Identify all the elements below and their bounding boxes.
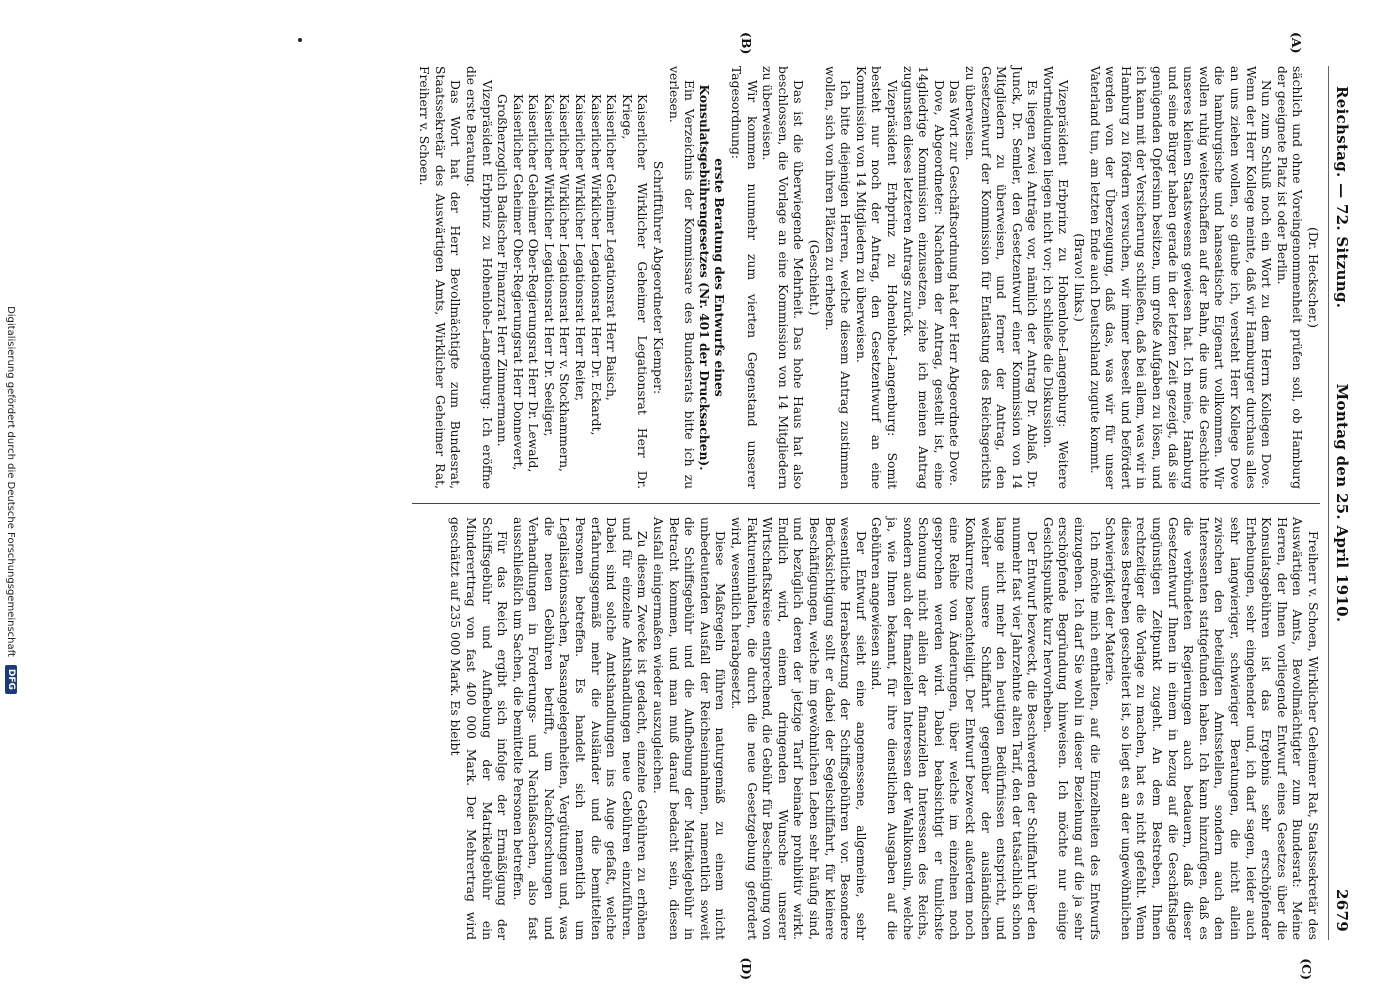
left-column [416,66,1320,489]
page-title-left: Reichstag. — 72. Sitzung. [1333,86,1351,309]
paragraph: Der Entwurf sieht eine angemessene, allgemeine, sehr wesentliche Herabsetzung der Schiffsgebühren vor. Besondere Berücksichtigung sollt er dabei der Segelschiffahrt, für kleinere Beschäftigungen, welche im gewöhnlichen Leben sehr häufig sind, und bezüglich deren der jetzige Tarif beinahe prohibitiv wirkt. Endlich wird, einem dringenden Wunsche unserer Wirtschaftskreise entsprechend, die Gebühr für Bescheinigung von Faktureninhalten, die durch die neue Gesetzgebung gefordert wird, wesentlich herabgesetzt. [729,517,868,940]
agenda-item: erste Beratung des Entwurfs eines Konsulatsgebührengesetzes (Nr. 401 der Drucksachen). [696,84,728,471]
paragraph: Ich bitte diejenigen Herren, welche diesem Antrag zustimmen wollen, sich von ihren Plätzen zu erheben. [822,66,853,489]
page-number: 2679 [1333,889,1351,932]
commissioner-entry: Kaiserlicher Wirklicher Legationsrat Herr v. Stockhammern, [557,94,572,472]
paragraph: Es liegen zwei Anträge vor, nämlich der Antrag Dr. Ablaß, Dr. Junck, Dr. Semler, den Gesetzentwurf einer Kommission von 14 Mitgliedern zu überweisen, und ferner der Antrag, den Gesetzentwurf der Kommission für Entlastung des Reichsgerichts zu überweisen. [962,66,1040,489]
paragraph: Freiherr v. Schoen, Wirklicher Geheimer Rat, Staatssekretär des Auswärtigen Amts, Bevollmächtigter zum Bundesrat: Meine Herren, der Ihnen vorliegende Entwurf eines Gesetzes über die Konsulatsgebühren ist das Ergebnis sehr erschöpfender Erhebungen, sehr eingehender und, ich darf sagen, leider auch sehr langwieriger, schwieriger Beratungen, die nicht allein zwischen den beteiligten Amtsstellen, sondern auch den Interessenten stattgefunden haben. Ich kann hinzufügen, daß es die verbündeten Regierungen auch bedauern, daß dieser Gesetzentwurf Ihnen in einem in bezug auf die Geschäftslage ungünstigen Zeitpunkt zugeht. An dem Bestreben, Ihnen rechtzeitiger die Vorlage zu machen, hat es nicht gefehlt. Wenn dieses Bestreben gescheitert ist, so liegt es an der ungewöhnlichen Schwierigkeit der Materie. [1103,517,1320,940]
column-divider [412,503,1320,504]
commissioner-entry: Kaiserlicher Wirklicher Geheimer Legationsrat Herr Dr. Kriege, [619,94,650,489]
margin-marker-d: (D) [739,957,754,980]
paragraph: Das Wort zur Geschäftsordnung hat der Herr Abgeordnete Dove. [947,80,962,487]
paragraph: Diese Maßregeln führen naturgemäß zu einem nicht unbedeutenden Ausfall der Reichseinnahmen, namentlich soweit die Schiffsgebühr und die Aufhebung der Matrikelgebühr in Betracht kommen, und man muß darauf bedacht sein, diesen Ausfall einigermaßen wieder auszugleichen. [651,517,728,940]
paragraph: Vizepräsident Erbprinz zu Hohenlohe-Langenburg: Somit besteht nur noch der Antrag, den Gesetzentwurf an eine Kommission von 14 Mitgliedern zu überweisen. [853,66,899,489]
text-columns [416,32,1320,980]
paragraph: Das ist die überwiegende Mehrheit. Das hohe Haus hat also beschlossen, die Vorlage an eine Kommission von 14 Mitgliedern zu überweisen. [760,66,806,489]
commissioner-entry: Kaiserlicher Wirklicher Legationsrat Herr Dr. Eckardt, [588,94,603,436]
paragraph: Zu diesem Zwecke ist gedacht, einzelne Gebühren zu erhöhen und für einzelne Amtshandlungen neue Gebühren einzuführen. Dabei sind solche Amtshandlungen ins Auge gefaßt, welche erfahrungsgemäß mehr die Ausländer und die bemittelten Personen betreffen. Es handelt sich namentlich um Legalisationssachen, Passangelegenheiten, Vergütungen und, was die neuen Gebühren betrifft, um Nachforschungen und Verhandlungen in Forderungs- und Nachlaßsachen, also fast ausschließlich um Sachen, die bemittelte Personen betreffen. [510,517,650,940]
commissioner-entry: Großherzoglich Badischer Finanzrat Herr Zimmermann. [495,94,510,447]
running-head [1328,66,1355,940]
page-title-right: Montag den 25. April 1910. [1333,383,1351,623]
paragraph: Der Entwurf bezweckt, die Beschwerden der Schiffahrt über den nunmehr fast vier Jahrzehnte alten Tarif, den der tatsächlich schon lange nicht mehr den heutigen Bedürfnissen entspricht, und welcher unsere Schiffahrt gegenüber der ausländischen Konkurrenz benachteiligt. Der Entwurf bezweckt außerdem noch eine Reihe von Änderungen, über welche im einzelnen noch gesprochen werden wird. Dabei beabsichtigt er tunlichste Schonung nicht allein der finanziellen Interessen des Reichs, sondern auch der finanziellen Interessen der Wahlkonsuln, welche ja, wie Ihnen bekannt, für ihre dienstlichen Ausgaben auf die Gebühren angewiesen sind. [869,517,1040,940]
paragraph: Ich möchte mich enthalten, auf die Einzelheiten des Entwurfs einzugehen. Ich darf Sie wohl in dieser Beziehung auf die ja sehr erschöpfende Begründung hinweisen. Ich möchte nur einige Gesichtspunkte kurz hervorheben. [1040,517,1102,940]
paragraph: Vizepräsident Erbprinz zu Hohenlohe-Langenburg: Ich eröffne die erste Beratung. [463,66,494,489]
paragraph: Dove, Abgeordneter: Nachdem der Antrag, gestellt ist, eine 14gliedrige Kommission einzusetzen, ziehe ich meinen Antrag zugunsten dieses letzteren Antrags zurück. [900,66,946,489]
scan-speck [298,38,302,42]
commissioner-entry: Kaiserlicher Wirklicher Legationsrat Herr Dr. Seeliger, [541,94,556,437]
paragraph: Vizepräsident Erbprinz zu Hohenlohe-Langenburg: Weitere Wortmeldungen liegen nicht vor; ich schließe die Diskussion. [1040,66,1071,489]
margin-marker-b: (B) [739,32,754,55]
commissioner-entry: Kaiserlicher Geheimer Ober-Regierungsrat Herr Donnevert, [510,94,525,471]
commissioner-entry: Kaiserlicher Wirklicher Legationsrat Herr Reiter, [573,94,588,402]
paragraph: Für das Reich ergibt sich infolge der Ermäßigung der Schiffsgebühr und Aufhebung der Matrikelgebühr ein Mindererttrag von fast 400 000 Mark. Der Mehrertrag wird geschätzt auf 235 000 Mark. Es bleibt [448,517,510,940]
commissioner-entry: Kaiserlicher Geheimer Ober-Regierungsrat Herr Dr. Lewald, [526,94,541,473]
paragraph: Das Wort hat der Herr Bevollmächtigte zum Bundesrat, Staatssekretär des Auswärtigen Amts, Wirklicher Geheimer Rat, Freiherr v. Schoen. [417,66,463,489]
paragraph: Nun zum Schluß noch ein Wort zu dem Herrn Kollegen Dove. Wenn der Herr Kollege meinte, daß wir Hamburger durchaus alles an uns ziehen wollen, so glaube ich, versteht Herr Kollege Dove die hamburgische und hanseatische Eigenart vollkommen. Wir wollen ruhig weiterschaffen auf der Bahn, die uns die Geschichte unseres kleinen Staatswesens gewiesen hat. Ich meine, Hamburg und seine Bürger haben gerade in der letzten Zeit gezeigt, daß sie genügenden Opfersinn besitzen, um große Aufgaben zu lösen, und ich kann mit der Versicherung schließen, daß bei allem, was wir in Hamburg zu fördern versuchen, wir immer beseelt und befördert werden von der Überzeugung, daß das, was wir für unser Vaterland tun, am letzten Ende auch Deutschland zugute kommt. [1087,66,1274,489]
right-column [416,517,1320,940]
speaker-note: (Dr. Heckscher.) [1306,227,1320,328]
paragraph: Wir kommen nunmehr zum vierten Gegenstand unserer Tagesordnung: [729,66,759,489]
paragraph: Ein Verzeichnis der Kommissare des Bundesrats bitte ich zu verlesen. [666,66,697,489]
margin-marker-a: (A) [1289,32,1304,54]
applause-note: (Bravo! links.) [1072,233,1087,322]
stage-note: (Geschieht.) [807,239,821,316]
digitization-footer [0,0,22,1000]
commissioner-entry: Kaiserlicher Geheimer Legationsrat Herr Baisch, [604,94,619,401]
digitization-note: Digitalisierung gefördert durch die Deutsche Forschungsgemeinschaft [5,306,17,657]
dfg-logo: DFG [5,665,17,694]
margin-marker-c: (C) [1299,958,1314,980]
speaker-note: Schriftführer Abgeordneter Kiemper: [651,160,666,395]
paragraph: sächlich und ohne Voreingenommenheit prüfen soll, ob Hamburg der geeignete Platz ist oder Berlin. [1274,66,1305,489]
